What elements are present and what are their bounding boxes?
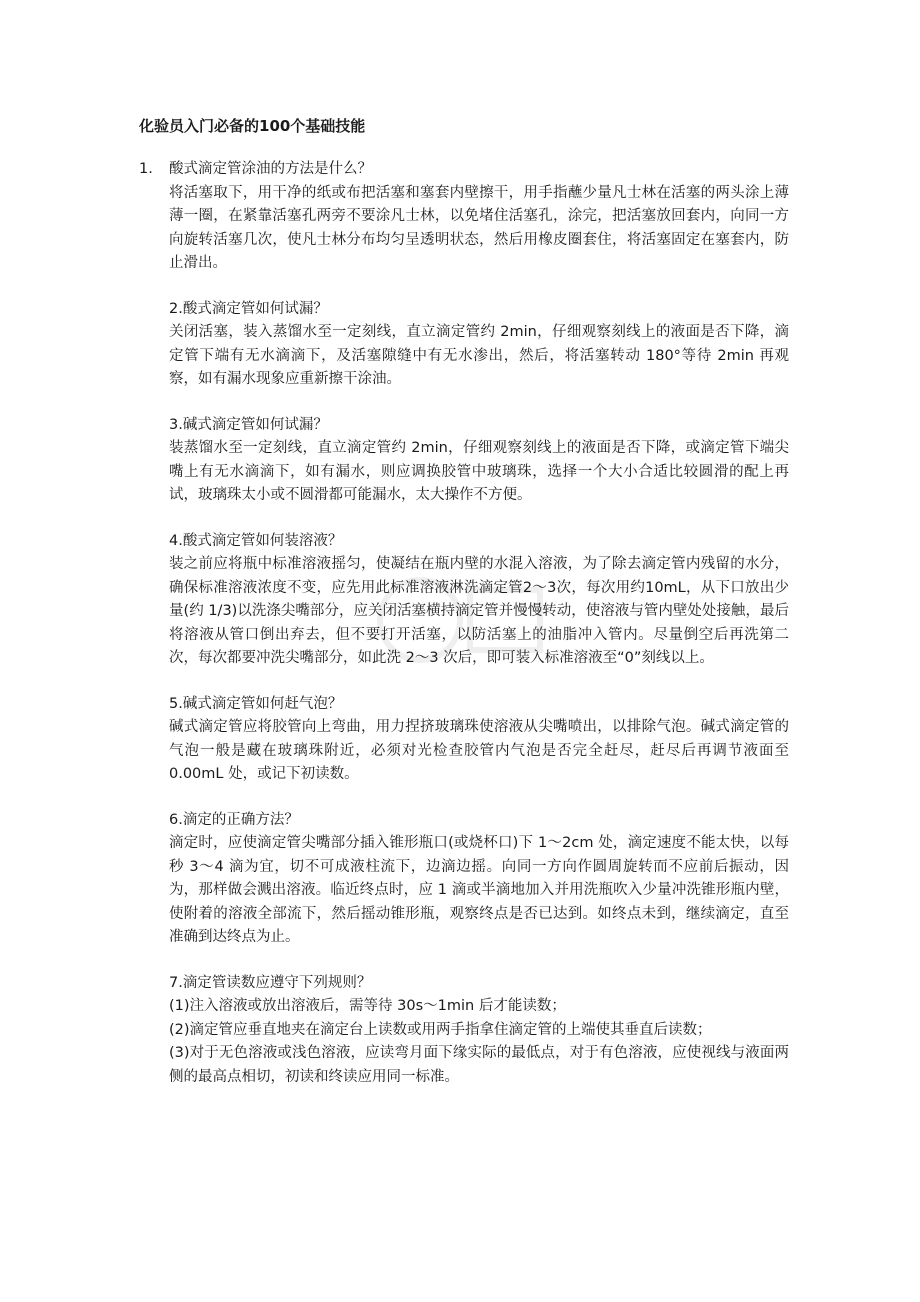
- list-number: 1.: [139, 161, 153, 177]
- section-question: 2.酸式滴定管如何试漏？: [169, 300, 328, 317]
- question-text: 酸式滴定管涂油的方法是什么？: [169, 161, 372, 177]
- section-answer: 关闭活塞，装入蒸馏水至一定刻线，直立滴定管约 2min，仔细观察刻线上的液面是否下降，滴定管下端有无水滴滴下，及活塞隙缝中有无水渗出，然后，将活塞转动 180°等待 2min 再观察，如有漏水现象应重新擦干涂油。: [169, 324, 789, 387]
- section-3: [169, 414, 789, 508]
- section-question: 7.滴定管读数应遵守下列规则？: [169, 974, 372, 991]
- section-question: 4.酸式滴定管如何装溶液？: [169, 532, 343, 549]
- rule-item: (3)对于无色溶液或浅色溶液，应读弯月面下缘实际的最低点，对于有色溶液，应使视线与液面两侧的最高点相切，初读和终读应用同一标准。: [169, 1045, 789, 1085]
- section-5: [169, 693, 789, 787]
- section-question: 6.滴定的正确方法？: [169, 811, 299, 828]
- section-1: [139, 158, 789, 276]
- section-answer: 将活塞取下，用干净的纸或布把活塞和塞套内壁擦干，用手指蘸少量凡士林在活塞的两头涂上薄薄一圈，在紧靠活塞孔两旁不要涂凡士林，以免堵住活塞孔，涂完，把活塞放回套内，向同一方向旋转活塞几次，使凡士林分布均匀呈透明状态，然后用橡皮圈套住，将活塞固定在塞套内，防止滑出。: [169, 184, 789, 271]
- section-7: [169, 972, 789, 1090]
- section-question: 3.碱式滴定管如何试漏？: [169, 416, 328, 433]
- rule-item: (1)注入溶液或放出溶液后，需等待 30s～1min 后才能读数；: [169, 998, 566, 1014]
- section-6: [169, 809, 789, 950]
- document-body: [139, 158, 789, 1111]
- section-answer: 滴定时，应使滴定管尖嘴部分插入锥形瓶口(或烧杯口)下 1～2cm 处，滴定速度不能太快，以每秒 3～4 滴为宜，切不可成液柱流下，边滴边摇。向同一方向作圆周旋转而不应前后振动，因为，那样做会溅出溶液。临近终点时，应 1 滴或半滴地加入并用洗瓶吹入少量冲洗锥形瓶内壁，使附着的溶液全部流下，然后摇动锥形瓶，观察终点是否已达到。如终点未到，继续滴定，直至准确到达终点为止。: [169, 835, 789, 945]
- rule-item: (2)滴定管应垂直地夹在滴定台上读数或用两手指拿住滴定管的上端使其垂直后读数；: [169, 1021, 712, 1038]
- section-answer: 装蒸馏水至一定刻线，直立滴定管约 2min，仔细观察刻线上的液面是否下降，或滴定管下端尖嘴上有无水滴滴下，如有漏水，则应调换胶管中玻璃珠，选择一个大小合适比较圆滑的配上再试，玻璃珠太小或不圆滑都可能漏水，太大操作不方便。: [169, 440, 789, 503]
- section-4: [169, 530, 789, 671]
- section-question: [139, 158, 789, 182]
- section-question: 5.碱式滴定管如何赶气泡？: [169, 695, 343, 712]
- section-answer: 碱式滴定管应将胶管向上弯曲，用力捏挤玻璃珠使溶液从尖嘴喷出，以排除气泡。碱式滴定管的气泡一般是藏在玻璃珠附近，必须对光检查胶管内气泡是否完全赶尽，赶尽后再调节液面至 0.00mL 处，或记下初读数。: [169, 719, 789, 782]
- document-title: 化验员入门必备的100个基础技能: [139, 117, 366, 135]
- section-answer: 装之前应将瓶中标准溶液摇匀，使凝结在瓶内壁的水混入溶液，为了除去滴定管内残留的水分，确保标准溶液浓度不变，应先用此标准溶液淋洗滴定管2～3次，每次用约10mL，从下口放出少量(约 1/3)以洗涤尖嘴部分，应关闭活塞横持滴定管并慢慢转动，使溶液与管内壁处处接触，最后将溶液从管口倒出弃去，但不要打开活塞，以防活塞上的油脂冲入管内。尽量倒空后再洗第二次，每次都要冲洗尖嘴部分，如此洗 2～3 次后，即可装入标准溶液至“0”刻线以上。: [169, 556, 789, 666]
- section-2: [169, 298, 789, 392]
